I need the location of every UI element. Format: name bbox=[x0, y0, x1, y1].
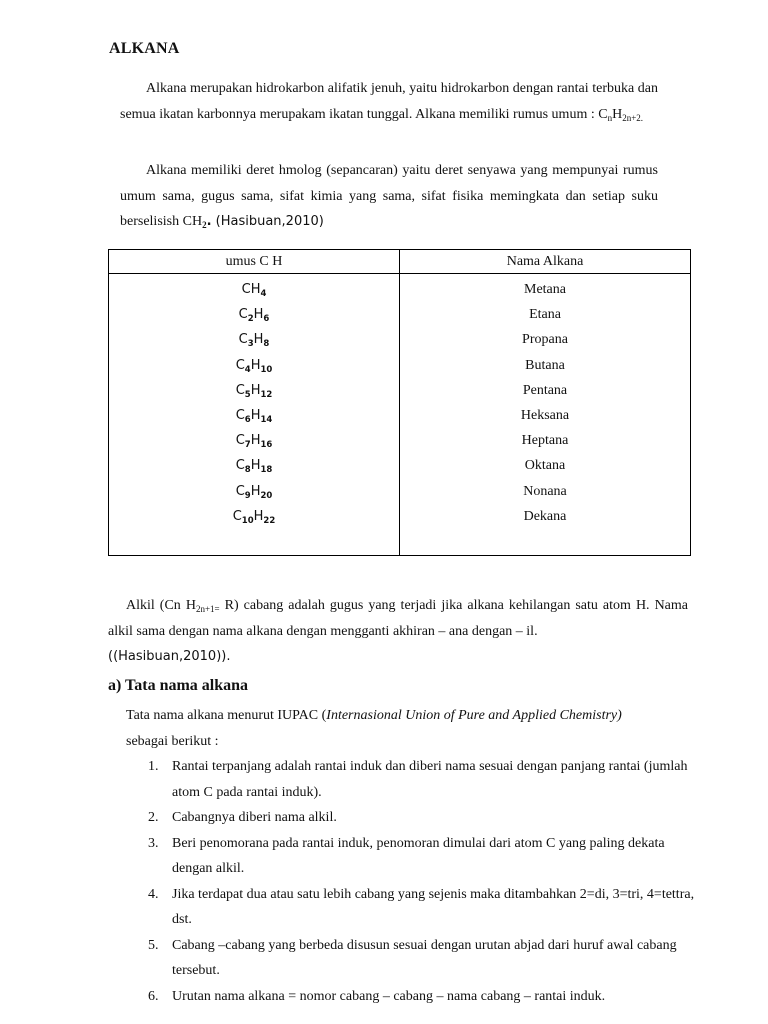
formula-cell bbox=[109, 403, 399, 428]
formula-c-subscript: 9 bbox=[244, 490, 251, 501]
list-item bbox=[126, 831, 706, 882]
formula-h-subscript: 10 bbox=[260, 364, 273, 375]
formula-h: H bbox=[250, 483, 261, 499]
formula-h-subscript: 8 bbox=[263, 339, 270, 350]
formula-c-subscript: 3 bbox=[247, 339, 254, 350]
column-header-name: Nama Alkana bbox=[400, 250, 691, 274]
formula-h: H bbox=[250, 357, 261, 373]
formula-h-subscript: 6 bbox=[263, 314, 270, 325]
formula-h: H bbox=[250, 433, 261, 449]
formula-c: C bbox=[232, 508, 242, 524]
alkane-name-cell: Nonana bbox=[523, 483, 567, 499]
formula-cell bbox=[109, 453, 399, 478]
formula-h: H bbox=[250, 282, 261, 297]
alkyl-end: . bbox=[226, 649, 231, 664]
formula-c: C bbox=[238, 332, 248, 348]
formula-c: C bbox=[238, 307, 248, 323]
formula-h-subscript: 22 bbox=[263, 515, 276, 526]
iupac-intro-italic: Internasional Union of Pure and Applied Chemistry) bbox=[326, 708, 622, 723]
formula-cell bbox=[109, 277, 399, 302]
formula-cell bbox=[109, 353, 399, 378]
formula-h: H bbox=[250, 407, 261, 423]
list-item-number: 3. bbox=[148, 835, 159, 851]
formula-cell bbox=[109, 327, 399, 352]
formula-c-subscript: 10 bbox=[241, 515, 254, 526]
list-item-number: 6. bbox=[148, 988, 159, 1004]
list-item-number: 1. bbox=[148, 759, 159, 774]
formula-h-subscript: 4 bbox=[260, 289, 267, 299]
section-heading-tata-nama: a) Tata nama alkana bbox=[108, 677, 249, 694]
list-item-number: 5. bbox=[148, 937, 159, 953]
list-item-text: Urutan nama alkana = nomor cabang – cabang – nama cabang – rantai induk. bbox=[172, 988, 606, 1004]
alkane-table bbox=[108, 249, 691, 556]
list-item-number: 2. bbox=[148, 810, 159, 825]
formula-h: H bbox=[250, 458, 261, 474]
list-item bbox=[126, 933, 706, 984]
alkane-name-cell: Butana bbox=[525, 357, 565, 373]
formula-c: C bbox=[235, 382, 245, 398]
list-item-number: 4. bbox=[148, 886, 159, 902]
table-body-row bbox=[109, 274, 691, 556]
formula-c: C bbox=[235, 357, 245, 373]
alkane-name-cell: Etana bbox=[529, 307, 561, 323]
formula-c-subscript: 8 bbox=[244, 465, 251, 476]
alkyl-text-part2: R) cabang adalah gugus yang terjadi jika alkana kehilangan satu atom H. Nama alkil sama dengan nama alkana dengan mengganti akhiran – ana dengan – il. bbox=[108, 598, 689, 639]
formula-c: C bbox=[235, 458, 245, 474]
formula-c-subscript: 7 bbox=[244, 440, 251, 451]
alkane-name-cell: Propana bbox=[522, 332, 568, 348]
formula-h: H bbox=[612, 106, 623, 122]
alkane-name-cell: Oktana bbox=[524, 458, 566, 474]
list-item bbox=[126, 754, 706, 805]
page-title: ALKANA bbox=[109, 40, 180, 57]
list-item-text: Beri penomorana pada rantai induk, penomoran dimulai dari atom C yang paling dekata dengan alkil. bbox=[172, 835, 665, 876]
table-header-row bbox=[109, 250, 691, 274]
formula-c-subscript: 6 bbox=[244, 414, 251, 425]
alkyl-citation: ((Hasibuan,2010)) bbox=[108, 649, 227, 664]
list-item bbox=[126, 805, 706, 831]
ch2-subscript: 2 bbox=[202, 220, 207, 230]
formula-c-subscript: 2 bbox=[247, 314, 254, 325]
formula-h-subscript: 14 bbox=[260, 414, 273, 425]
paragraph-iupac-intro bbox=[126, 703, 686, 754]
paragraph-definition-text: Alkana merupakan hidrokarbon alifatik jenuh, yaitu hidrokarbon dengan rantai terbuka dan semua ikatan karbonnya merupakam ikatan tunggal. Alkana memiliki rumus umum : C bbox=[120, 81, 658, 122]
naming-rules-list bbox=[126, 754, 706, 1009]
list-item-text: Rantai terpanjang adalah rantai induk dan diberi nama sesuai dengan panjang rantai (jumlah atom C pada rantai induk). bbox=[172, 759, 688, 800]
list-item-text: Cabangnya diberi nama alkil. bbox=[172, 810, 337, 825]
alkane-name-cell: Heptana bbox=[521, 433, 569, 449]
alkane-name-cell: Metana bbox=[524, 282, 566, 297]
column-header-formula: umus C H bbox=[109, 250, 400, 274]
alkyl-text-part1: Alkil (Cn H bbox=[126, 598, 196, 613]
paragraph-alkyl bbox=[108, 593, 688, 670]
formula-subscript-n: n bbox=[607, 112, 613, 123]
formula-c: C bbox=[235, 433, 245, 449]
name-column bbox=[400, 274, 691, 556]
formula-cell bbox=[109, 378, 399, 403]
formula-subscript-2n2: 2n+2. bbox=[622, 112, 644, 123]
formula-c: C bbox=[235, 407, 245, 423]
alkane-name-cell: Heksana bbox=[520, 407, 570, 423]
alkyl-citation-text: (Hasibuan,2010) bbox=[113, 649, 222, 664]
iupac-intro-part1: Tata nama alkana menurut IUPAC ( bbox=[126, 708, 327, 723]
formula-h: H bbox=[253, 508, 264, 524]
paragraph-homolog bbox=[120, 158, 658, 235]
ch2-dot: . bbox=[206, 214, 212, 229]
formula-c: C bbox=[235, 483, 245, 499]
formula-h-subscript: 12 bbox=[260, 389, 273, 400]
iupac-intro-part2: sebagai berikut : bbox=[126, 733, 219, 749]
citation: (Hasibuan,2010) bbox=[211, 214, 324, 229]
formula-h: H bbox=[250, 382, 261, 398]
alkane-name-cell: Pentana bbox=[522, 382, 568, 398]
formula-c-subscript: 5 bbox=[244, 389, 251, 400]
paragraph-definition bbox=[120, 76, 658, 127]
formula-h: H bbox=[253, 307, 264, 323]
formula-cell bbox=[109, 479, 399, 504]
list-item bbox=[126, 984, 706, 1010]
alkyl-subscript: 2n+1= bbox=[195, 604, 220, 614]
list-item-text: Jika terdapat dua atau satu lebih cabang yang sejenis maka ditambahkan 2=di, 3=tri, 4=tettra, dst. bbox=[172, 886, 695, 927]
formula-h-subscript: 16 bbox=[260, 440, 273, 451]
alkane-name-cell: Dekana bbox=[523, 508, 567, 524]
formula-column bbox=[109, 274, 400, 556]
formula-c: C bbox=[241, 282, 251, 297]
list-item-text: Cabang –cabang yang berbeda disusun sesuai dengan urutan abjad dari huruf awal cabang tersebut. bbox=[172, 937, 677, 978]
formula-cell bbox=[109, 504, 399, 529]
formula-cell bbox=[109, 428, 399, 453]
formula-h: H bbox=[253, 332, 264, 348]
formula-h-subscript: 20 bbox=[260, 490, 273, 501]
formula-h-subscript: 18 bbox=[260, 465, 273, 476]
list-item bbox=[126, 882, 706, 933]
paragraph-homolog-text: Alkana memiliki deret hmolog (sepancaran) yaitu deret senyawa yang mempunyai rumus umum sama, gugus sama, sifat kimia yang sama, sifat fisika memingkata dan setiap suku berselisish CH bbox=[120, 163, 658, 229]
formula-cell bbox=[109, 302, 399, 327]
formula-c-subscript: 4 bbox=[244, 364, 251, 375]
